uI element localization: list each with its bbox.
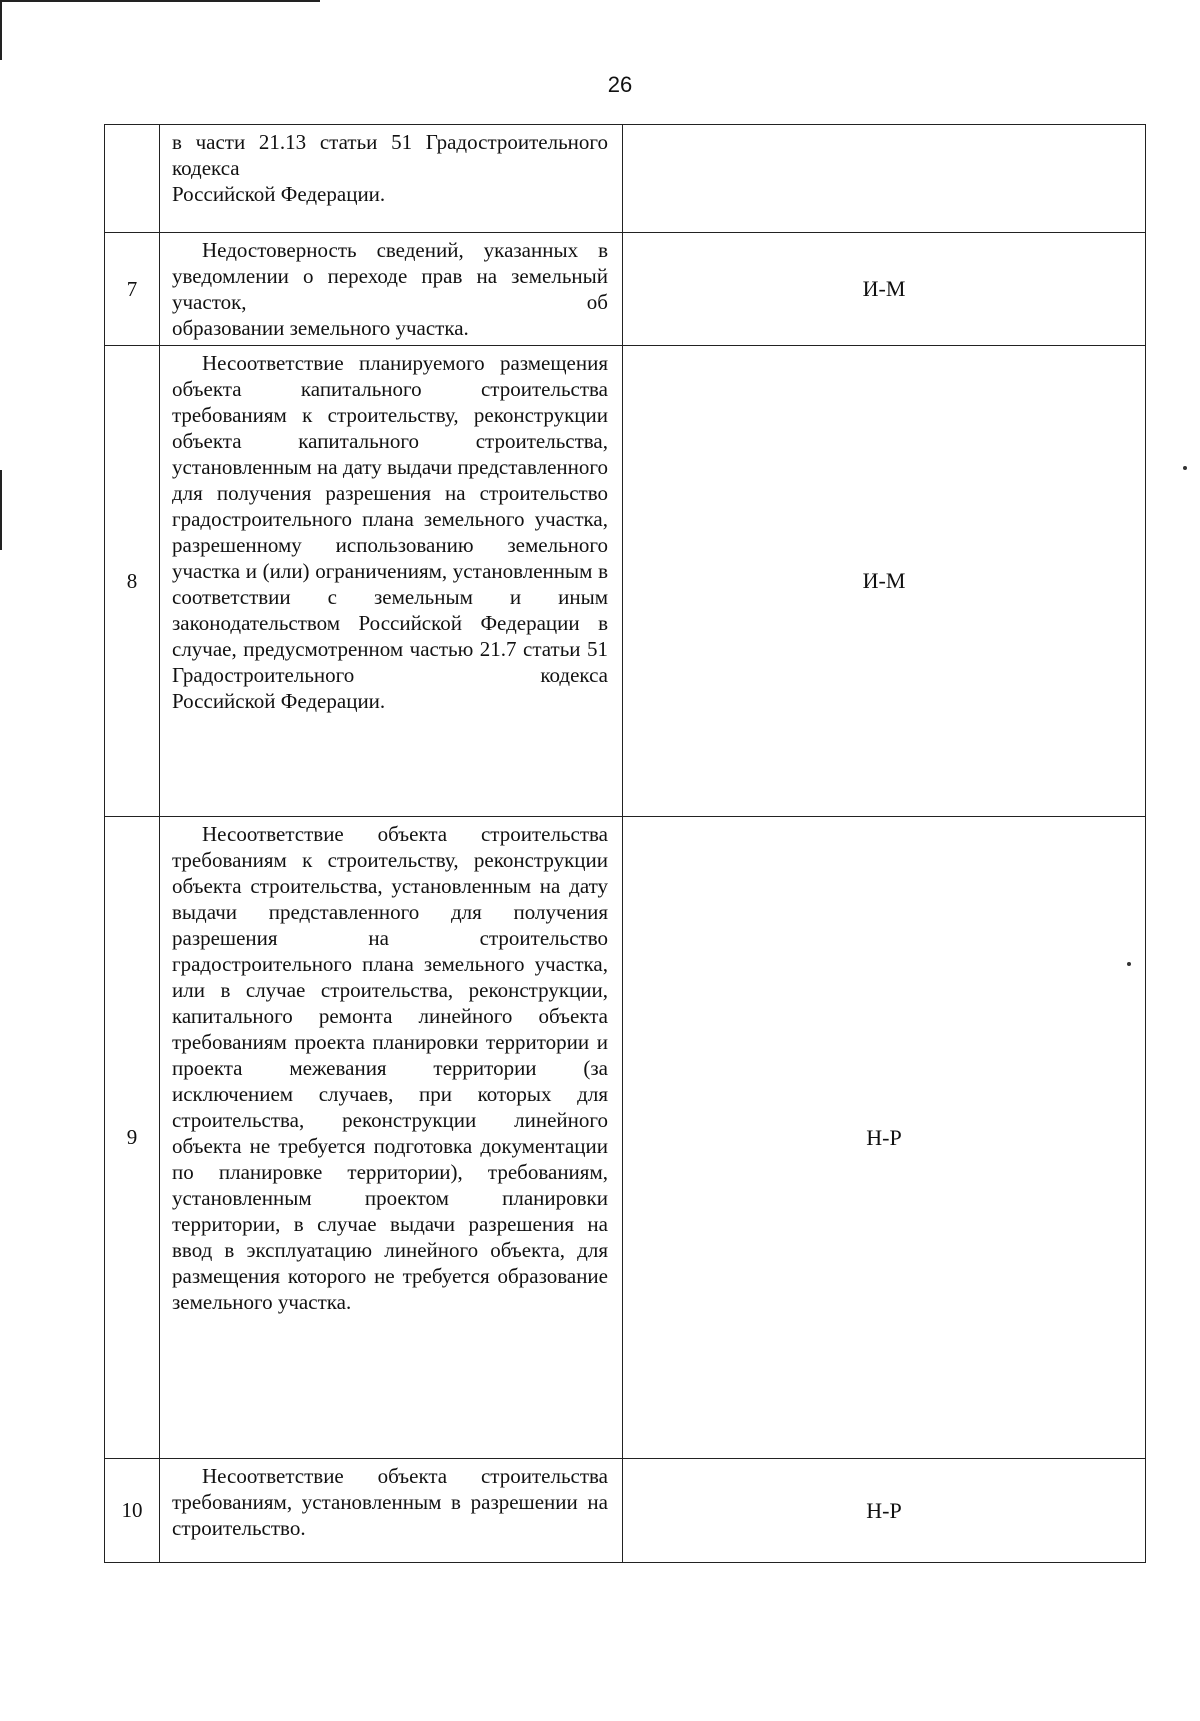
row-code: Н-Р bbox=[623, 1459, 1146, 1563]
scan-edge-left-mark bbox=[0, 470, 2, 550]
row-text-last: земельного участка. bbox=[172, 1290, 352, 1314]
row-text-main: Несоответствие объекта строительства требованиям к строительству, реконструкции объекта строительства, установленным на дату выдачи представленного для получения разрешения на строительство градостроительного плана земельного участка, или в случае строительства, реконструкции, капитального ремонта линейного объекта требованиям проекта планировки территории и проекта межевания территории (за исключением случаев, при которых для строительства, реконструкции линейного объекта не требуется подготовка документации по планировке территории), требованиям, установленным проектом планировки территории, в случае выдачи разрешения на ввод в эксплуатацию линейного объекта, для размещения которого не требуется образование bbox=[172, 822, 608, 1288]
row-text-main: в части 21.13 статьи 51 Градостроительного кодекса bbox=[172, 130, 608, 180]
row-code: И-М bbox=[623, 233, 1146, 346]
row-text-main: Несоответствие планируемого размещения объекта капитального строительства требованиям к строительству, реконструкции объекта капитального строительства, установленным на дату выдачи представленного для получения разрешения на строительство градостроительного плана земельного участка, разрешенному использованию земельного участка и (или) ограничениям, установленным в соответствии с земельным и иным законодательством Российской Федерации в случае, предусмотренном частью 21.7 статьи 51 Градостроительного кодекса bbox=[172, 351, 608, 687]
row-text-last: строительство. bbox=[172, 1516, 306, 1540]
row-text-last: Российской Федерации. bbox=[172, 182, 386, 206]
row-text-main: Несоответствие объекта строительства требованиям, установленным в разрешении на bbox=[172, 1464, 608, 1514]
scan-edge-left bbox=[0, 0, 2, 60]
row-text bbox=[160, 346, 623, 817]
row-number: 8 bbox=[105, 346, 160, 817]
row-number: 9 bbox=[105, 817, 160, 1459]
row-text bbox=[160, 233, 623, 346]
table-row bbox=[105, 817, 1146, 1459]
row-text-last: Российской Федерации. bbox=[172, 689, 386, 713]
row-text bbox=[160, 125, 623, 233]
row-text-main: Недостоверность сведений, указанных в уведомлении о переходе прав на земельный участок, об bbox=[172, 238, 608, 314]
row-text bbox=[160, 817, 623, 1459]
row-number: 10 bbox=[105, 1459, 160, 1563]
table-row bbox=[105, 233, 1146, 346]
table-row bbox=[105, 1459, 1146, 1563]
row-code bbox=[623, 125, 1146, 233]
page-number: 26 bbox=[607, 72, 633, 97]
row-code: И-М bbox=[623, 346, 1146, 817]
row-text bbox=[160, 1459, 623, 1563]
criteria-table bbox=[104, 124, 1146, 1563]
row-text-last: образовании земельного участка. bbox=[172, 316, 469, 340]
row-number bbox=[105, 125, 160, 233]
scan-speck bbox=[1183, 466, 1187, 470]
table-row bbox=[105, 346, 1146, 817]
table-row bbox=[105, 125, 1146, 233]
row-code: Н-Р bbox=[623, 817, 1146, 1459]
row-number: 7 bbox=[105, 233, 160, 346]
scan-edge-top bbox=[0, 0, 320, 2]
